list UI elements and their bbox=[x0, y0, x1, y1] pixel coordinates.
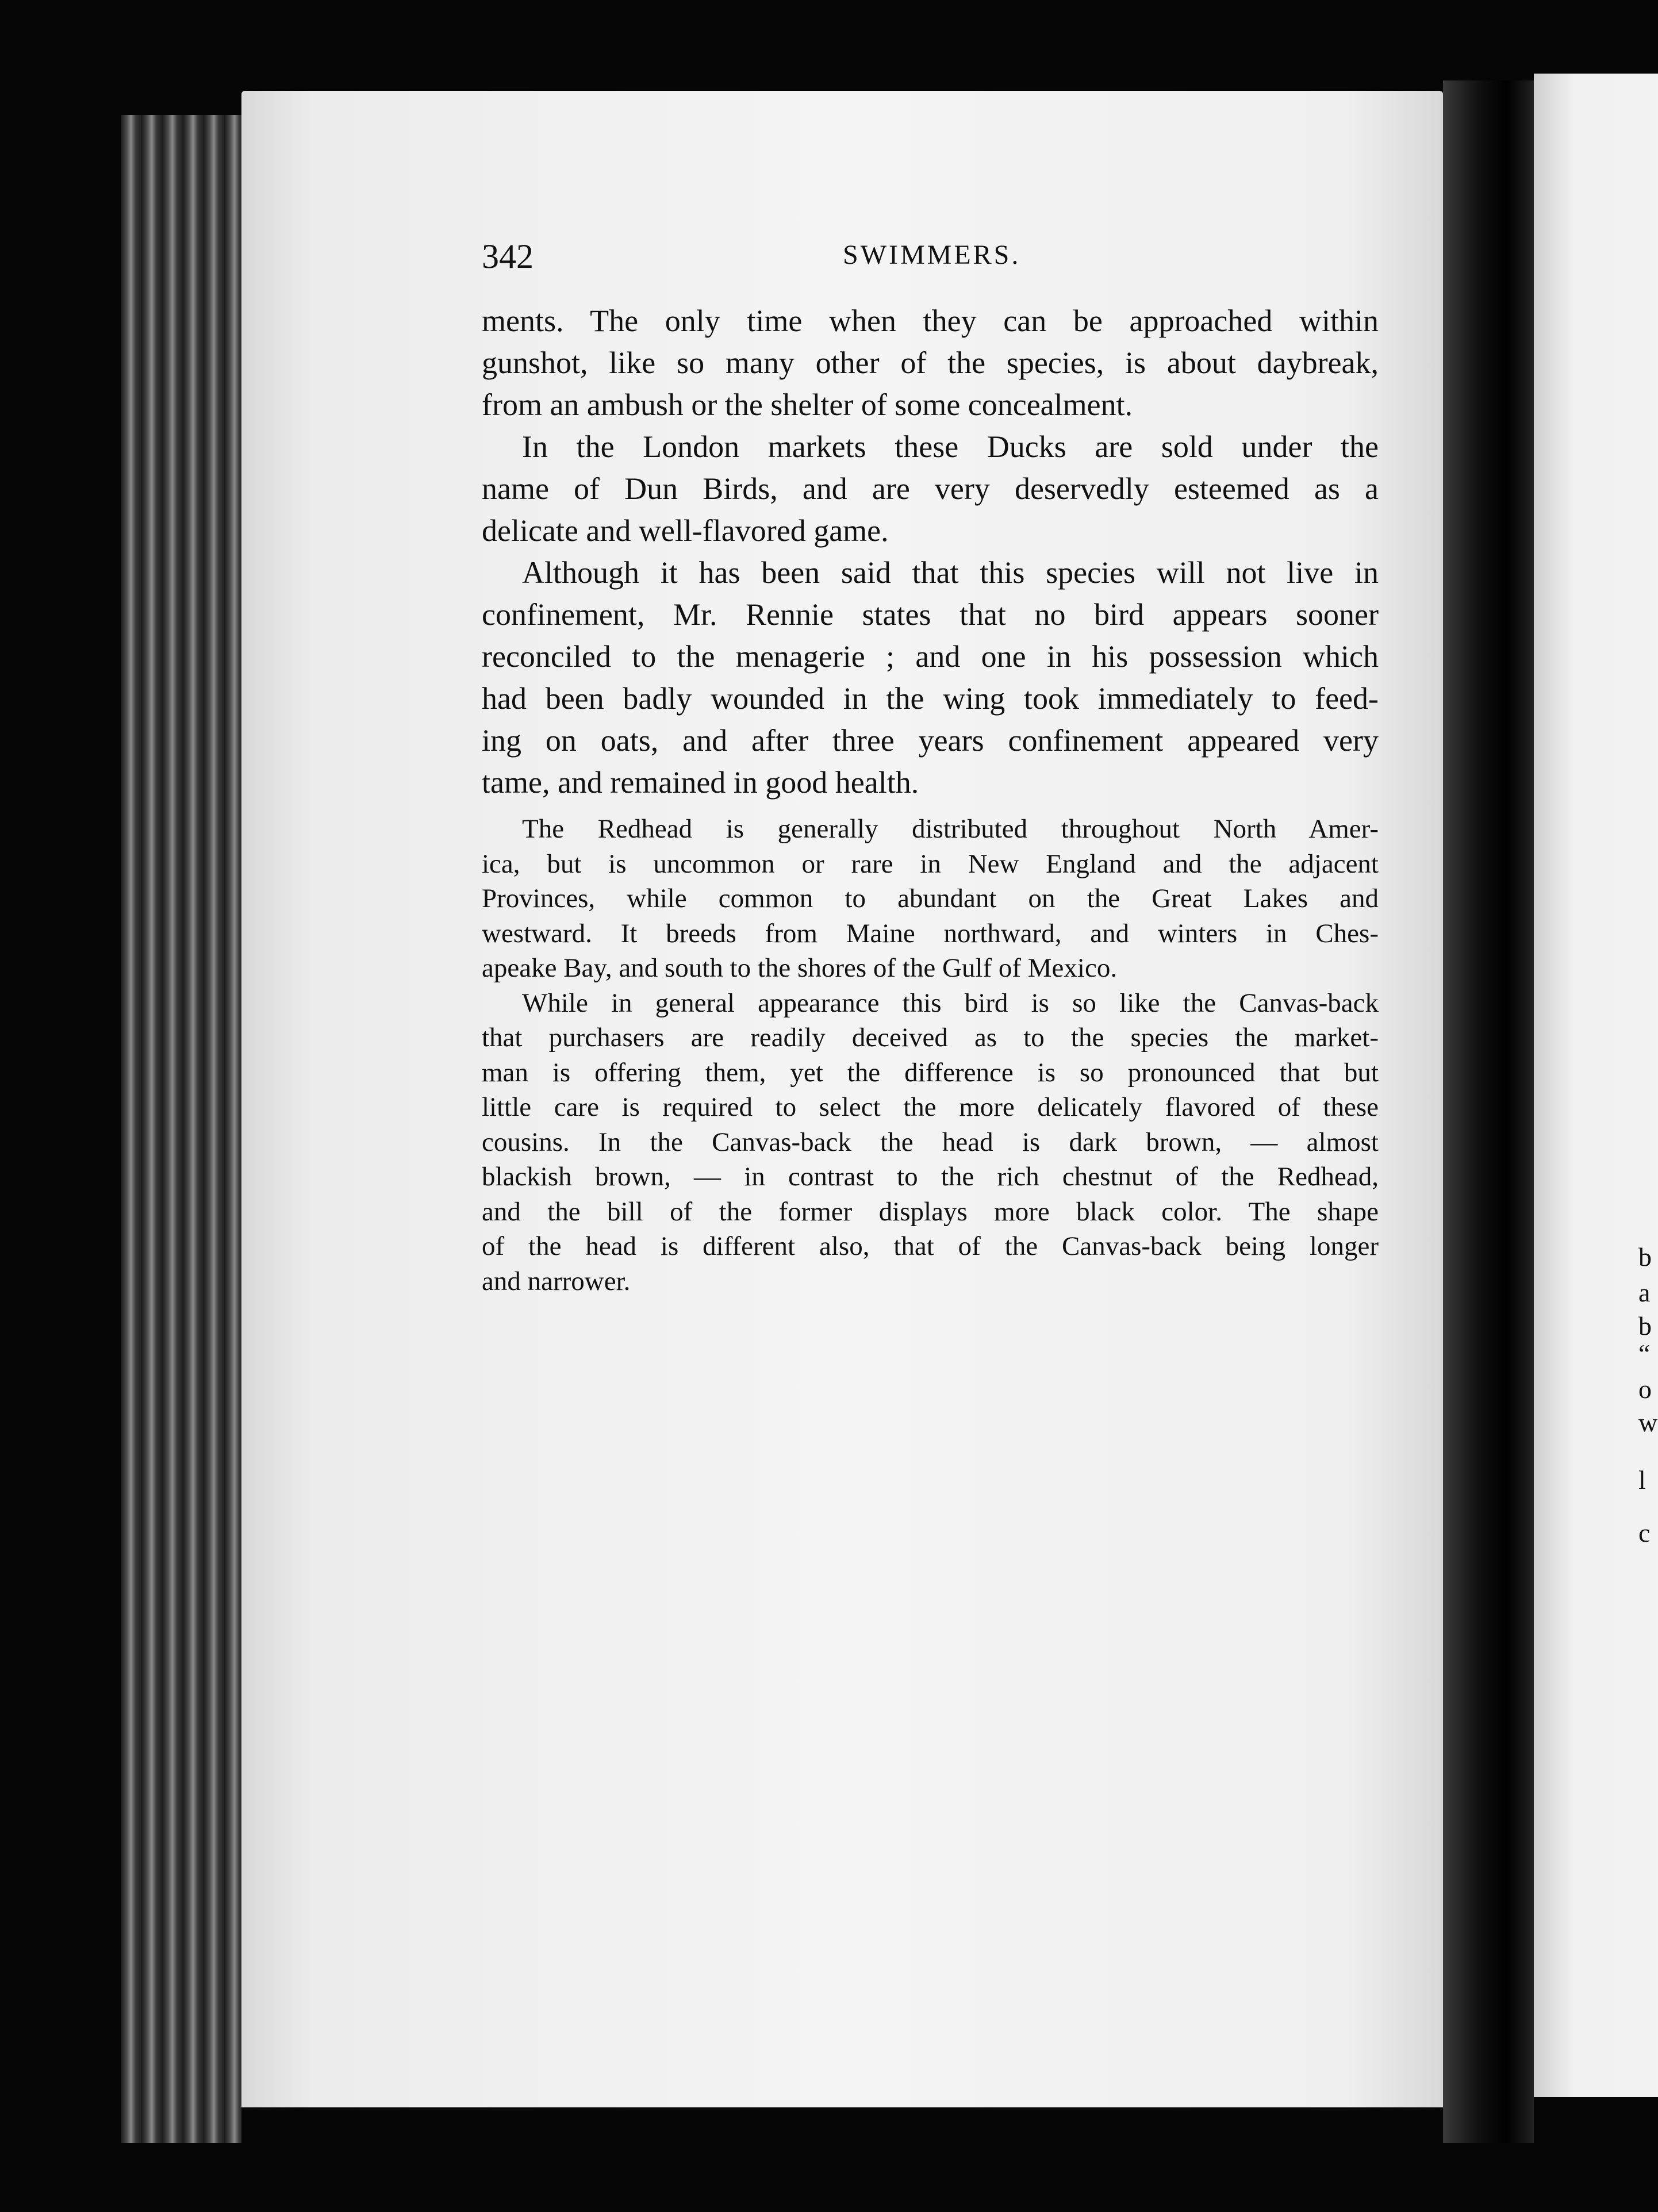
text-line: delicate and well-flavored game. bbox=[482, 513, 889, 548]
gutter-shadow bbox=[1443, 80, 1534, 2143]
facing-page-letter: b bbox=[1638, 1242, 1652, 1272]
text-line: from an ambush or the shelter of some concealment. bbox=[482, 387, 1133, 422]
paragraph bbox=[482, 300, 1379, 426]
paragraph bbox=[482, 426, 1379, 552]
text-line: had been badly wounded in the wing took immediately to feed- bbox=[482, 681, 1379, 716]
page-header bbox=[482, 237, 1379, 277]
body-text bbox=[482, 300, 1379, 804]
text-line: ments. The only time when they can be approached within bbox=[482, 304, 1379, 338]
facing-page-letter: b bbox=[1638, 1311, 1652, 1341]
text-line: gunshot, like so many other of the species, is about daybreak, bbox=[482, 345, 1379, 380]
paragraph bbox=[482, 812, 1379, 986]
text-line: Although it has been said that this species will not live in bbox=[522, 555, 1379, 590]
text-line: The Redhead is generally distributed throughout North Amer- bbox=[522, 814, 1379, 844]
text-line: westward. It breeds from Maine northward, and winters in Ches- bbox=[482, 918, 1379, 948]
paragraph bbox=[482, 552, 1379, 804]
running-head: SWIMMERS. bbox=[843, 240, 1021, 270]
text-line: tame, and remained in good health. bbox=[482, 765, 919, 800]
text-line: Provinces, while common to abundant on the Great Lakes and bbox=[482, 884, 1379, 913]
text-line: reconciled to the menagerie ; and one in his possession which bbox=[482, 639, 1379, 674]
text-line: confinement, Mr. Rennie states that no bird appears sooner bbox=[482, 597, 1379, 632]
facing-page bbox=[1534, 74, 1658, 2097]
text-line: name of Dun Birds, and are very deservedly esteemed as a bbox=[482, 471, 1379, 506]
text-line: ica, but is uncommon or rare in New England and the adjacent bbox=[482, 848, 1379, 879]
facing-page-letter: l bbox=[1638, 1465, 1646, 1495]
text-line: While in general appearance this bird is so like the Canvas-back bbox=[522, 988, 1379, 1018]
text-line: and the bill of the former displays more black color. The shape bbox=[482, 1196, 1379, 1227]
text-line: of the head is different also, that of the Canvas-back being longer bbox=[482, 1231, 1379, 1261]
page-number: 342 bbox=[482, 237, 534, 275]
facing-page-letter: a bbox=[1638, 1278, 1651, 1307]
paragraph bbox=[482, 986, 1379, 1299]
facing-page-letter: “ bbox=[1638, 1339, 1651, 1368]
text-line: blackish brown, — in contrast to the rich chestnut of the Redhead, bbox=[482, 1162, 1379, 1192]
text-line: and narrower. bbox=[482, 1266, 631, 1296]
facing-page-letter: w bbox=[1638, 1408, 1658, 1437]
text-line: ing on oats, and after three years confinement appeared very bbox=[482, 723, 1379, 758]
text-line: that purchasers are readily deceived as to the species the market- bbox=[482, 1023, 1379, 1053]
text-line: apeake Bay, and south to the shores of the Gulf of Mexico. bbox=[482, 953, 1118, 983]
page-edge-stack bbox=[121, 115, 241, 2143]
facing-page-letter: o bbox=[1638, 1374, 1652, 1404]
facing-page-letter: c bbox=[1638, 1518, 1651, 1547]
text-line: In the London markets these Ducks are sold under the bbox=[522, 429, 1379, 464]
text-line: little care is required to select the more delicately flavored of these bbox=[482, 1092, 1379, 1122]
text-line: man is offering them, yet the difference is so pronounced that but bbox=[482, 1057, 1379, 1088]
note-text bbox=[482, 812, 1379, 1299]
text-line: cousins. In the Canvas-back the head is dark brown, — almost bbox=[482, 1127, 1379, 1157]
